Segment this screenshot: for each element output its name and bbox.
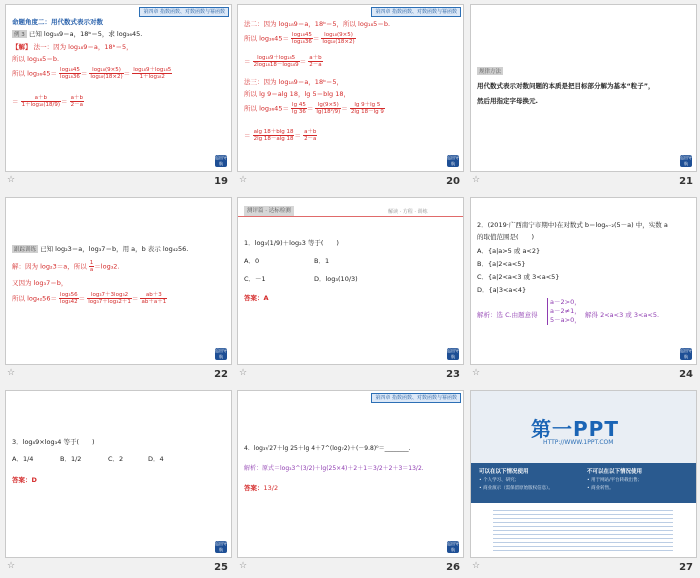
usage-forbidden-1: • 用于网站/平台转载出售； [587, 478, 643, 483]
text-line: 又因为 log₃7＝b， [12, 279, 68, 287]
text-line: 所以 log₁₈5＝b. [12, 55, 60, 63]
option-a: A．1/4 [12, 455, 34, 463]
section-heading: 命题角度二：用代数式表示对数 [12, 18, 103, 26]
slide-content [470, 4, 697, 172]
slide-thumbnail-26[interactable] [237, 390, 464, 578]
method-line: 法一：因为 log₁₈9＝a，18ᵇ＝5， [33, 43, 133, 51]
favorite-star-icon[interactable]: ☆ [239, 175, 248, 185]
chapter-badge: 第四章 指数函数、对数函数与幂函数 [139, 7, 229, 17]
chapter-badge: 第四章 指数函数、对数函数与幂函数 [371, 7, 461, 17]
slide-thumbnail-23[interactable] [237, 197, 464, 385]
formula-line: 所以 log₃₆45＝ $\frac{\text{log₁₈45}}{\text{log₁₈36}}$ ＝ $\frac{\text{log₁₈(9×5)}}{\text{log₁₈(18×2)}}$ [244, 32, 355, 45]
option-a: A．0 [244, 257, 260, 265]
option-a: A．{a|a>5 或 a<2} [477, 247, 541, 255]
back-nav-icon[interactable]: 返回导航 [680, 348, 692, 359]
slide-content [5, 4, 232, 172]
usage-allowed-1: • 个人学习、研究； [479, 478, 520, 483]
slide-thumbnail-20[interactable] [237, 4, 464, 192]
favorite-star-icon[interactable]: ☆ [7, 561, 16, 571]
method-line: 法二：因为 log₁₈9＝a，18ᵇ＝5，所以 log₁₈5＝b. [244, 20, 391, 28]
banner-right-text: 解读 · 方程 · 训练 [388, 209, 428, 215]
option-c: C．{a|2<a<3 或 3<a<5} [477, 273, 560, 281]
slide-thumbnail-24[interactable] [470, 197, 697, 385]
formula-line: 所以 log₃₆45＝ $\frac{\text{log₁₈45}}{\text{log₁₈36}}$ ＝ $\frac{\text{log₁₈(9×5)}}{\text{log₁₈(18×2)}}$ ＝ $\frac{\text{log₁₈9＋log₁₈5}}{\text{1＋log₁₈2}}$ [12, 67, 172, 80]
answer-text: 答案：A [244, 294, 269, 302]
favorite-star-icon[interactable]: ☆ [7, 175, 16, 185]
favorite-star-icon[interactable]: ☆ [7, 368, 16, 378]
slide-thumbnail-27[interactable] [470, 390, 697, 578]
method-tag: 规律方法 [479, 69, 502, 75]
page-number: 26 [446, 562, 460, 573]
option-b: B．{a|2<a<5} [477, 260, 526, 268]
option-d: D．4 [148, 455, 164, 463]
site-url: HTTP://WWW.1PPT.COM [543, 439, 614, 446]
back-nav-icon[interactable]: 返回导航 [680, 155, 692, 166]
practice-tag: 跟踪训练 [14, 247, 37, 253]
option-b: B．1/2 [60, 455, 82, 463]
question-text: 1．log₃(1/9)＋log₂3 等于( ) [244, 239, 339, 247]
page-number: 19 [214, 176, 228, 187]
formula-line: ＝ $\frac{alg 18+blg 18}{2\lg 18-alg 18}$ ＝ $\frac{a+b}{2-a}$ [244, 129, 317, 142]
back-nav-icon[interactable]: 返回导航 [215, 541, 227, 552]
back-nav-icon[interactable]: 返回导航 [215, 348, 227, 359]
usage-forbidden-2: • 商业转售。 [587, 486, 614, 491]
slide-content [237, 197, 464, 365]
usage-forbidden-title: 不可以在以下情况使用 [587, 469, 643, 475]
question-text: 已知 log₂3＝a，log₃7＝b，用 a，b 表示 log₄₂56. [40, 245, 189, 253]
solution-text: 解析：原式＝log₃3^(3/2)＋lg(25×4)＋2＋1＝3/2＋2＋3＝13/2. [244, 465, 424, 472]
usage-allowed-2: • 商业演示（需保留原始版权信息）。 [479, 486, 553, 491]
usage-allowed-title: 可以在以下情况使用 [479, 469, 529, 475]
solution-label: 【解】 [12, 43, 32, 51]
back-nav-icon[interactable]: 返回导航 [215, 155, 227, 166]
text-line: 用代数式表示对数问题的本质是把目标部分解为基本“粒子”， [477, 82, 655, 90]
slide-content [237, 390, 464, 558]
question-line-2: 的取值范围是( ) [477, 233, 535, 241]
example-tag: 例 3 [14, 32, 25, 38]
slide-content [237, 4, 464, 172]
condition-system: a－2>0， a－2≠1， 5－a>0， [547, 298, 581, 325]
favorite-star-icon[interactable]: ☆ [472, 175, 481, 185]
slide-thumbnail-22[interactable] [5, 197, 232, 385]
text-line: 所以 lg 9＝alg 18，lg 5＝blg 18， [244, 90, 350, 98]
answer-line: 答案：13/2 [244, 484, 279, 492]
chapter-badge: 第四章 指数函数、对数函数与幂函数 [371, 393, 461, 403]
favorite-star-icon[interactable]: ☆ [239, 561, 248, 571]
favorite-star-icon[interactable]: ☆ [239, 368, 248, 378]
question-text: 3．log₈9×log₃4 等于( ) [12, 438, 95, 446]
option-c: C．2 [108, 455, 124, 463]
formula-line: ＝ $\frac{a+b}{\text{1＋log₁₈(18/9)}}$ ＝ $\frac{a+b}{2-a}$ [12, 95, 83, 108]
formula-line: 所以 log₃₆45＝ $\frac{\lg 45}{\lg 36}$ ＝ $\frac{\lg(9\times 5)}{\text{lg(18²/9)}}$ ＝ $\frac{\lg 9+\lg 5}{2\lg 18-\lg 9}$ [244, 102, 384, 115]
back-nav-icon[interactable]: 返回导航 [447, 155, 459, 166]
page-number: 21 [679, 176, 693, 187]
example-text: 已知 log₁₈9＝a，18ᵇ＝5，求 log₃₆45. [28, 30, 143, 38]
slide-content [5, 197, 232, 365]
text-line: 然后用指定字母换元. [477, 97, 538, 105]
option-b: B．1 [314, 257, 330, 265]
answer-text: 答案：D [12, 476, 37, 484]
question-line-1: 2．(2019·广西南宁市期中)在对数式 b＝logₐ₋₂(5－a) 中，实数 a [477, 221, 668, 229]
method-line: 法三：因为 log₁₈9＝a，18ᵇ＝5， [244, 78, 343, 86]
page-number: 25 [214, 562, 228, 573]
page-number: 20 [446, 176, 460, 187]
slide-thumbnail-19[interactable] [5, 4, 232, 192]
solution-line: 解：因为 log₂3＝a，所以 $\frac{1}{a}$ ＝log₃2. [12, 260, 120, 273]
favorite-star-icon[interactable]: ☆ [472, 561, 481, 571]
slide-thumbnail-25[interactable] [5, 390, 232, 578]
formula-line: 所以 log₄₂56＝ $\frac{\text{log₃56}}{\text{log₃42}}$ ＝ $\frac{\text{log₃7＋3log₃2}}{\text{log₃7＋log₃2＋1}}$ ＝ $\frac{ab+3}{ab+a+1}$ [12, 292, 167, 305]
slide-content [5, 390, 232, 558]
solution-text: 解析：选 C.由题意得 [477, 311, 538, 319]
option-d: D．{a|3<a<4} [477, 286, 527, 294]
back-nav-icon[interactable]: 返回导航 [447, 348, 459, 359]
page-number: 22 [214, 369, 228, 380]
slide-content [470, 197, 697, 365]
page-number: 24 [679, 369, 693, 380]
question-text: 4．log₃√27＋lg 25＋lg 4＋7^(log₇2)＋(－9.8)⁰＝________. [244, 445, 411, 452]
slide-thumbnail-21[interactable] [470, 4, 697, 192]
page-number: 27 [679, 562, 693, 573]
slide-content [470, 390, 697, 558]
option-c: C．－1 [244, 275, 266, 283]
ppt-logo: 第一PPT [531, 417, 619, 441]
section-banner: 测评篇 · 达标检测 [244, 206, 294, 216]
resource-links-list [493, 507, 673, 553]
back-nav-icon[interactable]: 返回导航 [447, 541, 459, 552]
formula-line: ＝ $\frac{\text{log₁₈9＋log₁₈5}}{\text{2log₁₈18－log₁₈9}}$ ＝ $\frac{a+b}{2-a}$ [244, 55, 322, 68]
page-number: 23 [446, 369, 460, 380]
solution-result: 解得 2<a<3 或 3<a<5. [585, 311, 660, 319]
option-d: D．log₃(10/3) [314, 275, 358, 283]
favorite-star-icon[interactable]: ☆ [472, 368, 481, 378]
